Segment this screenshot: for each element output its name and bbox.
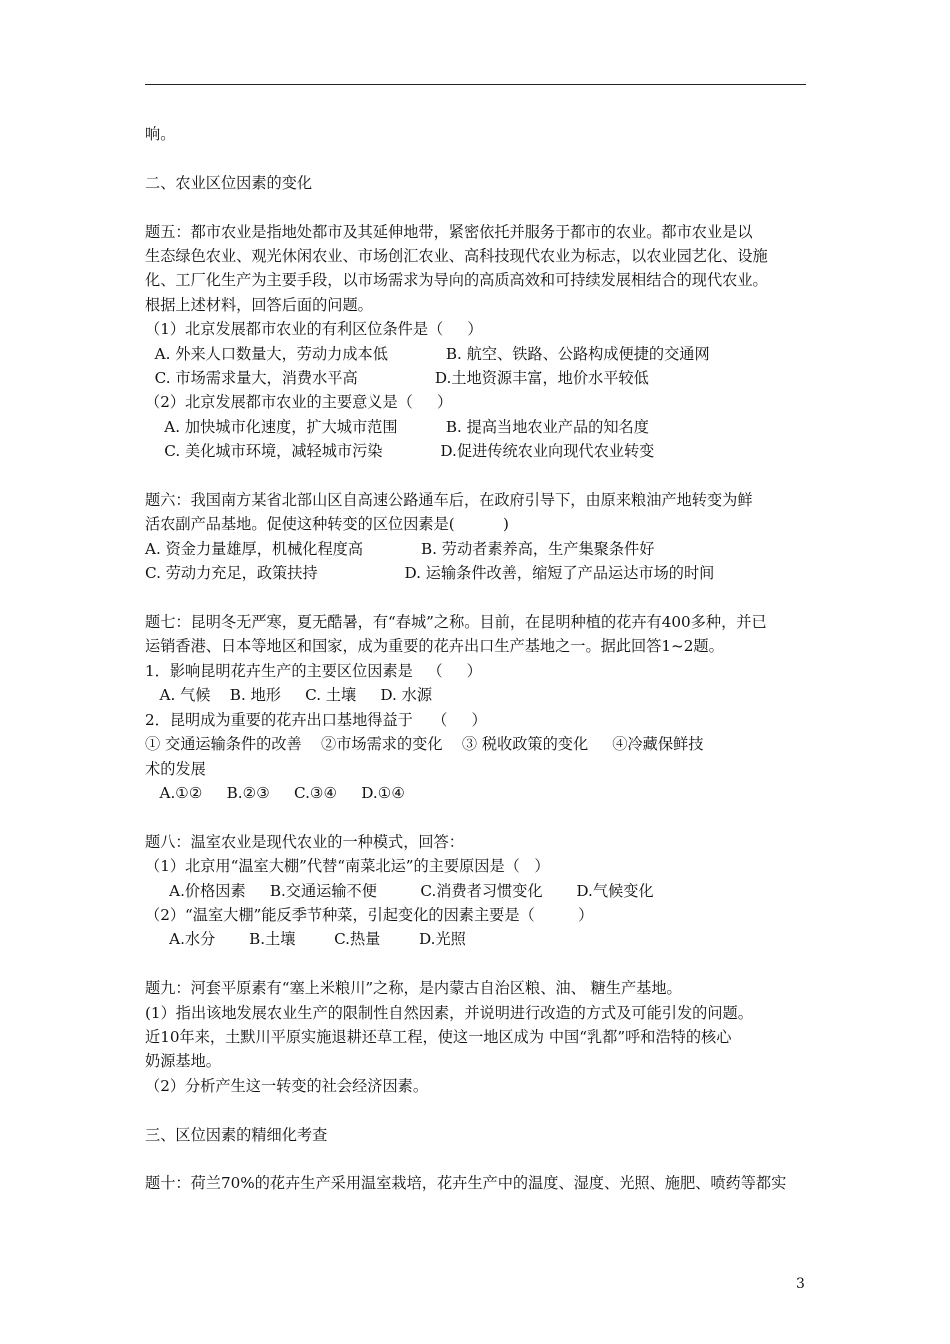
document-body: [145, 122, 811, 1196]
text-line: 题五：都市农业是指地处都市及其延伸地带，紧密依托并服务于都市的农业。都市农业是以: [145, 222, 753, 241]
blank-line: [145, 1098, 811, 1122]
text-line: A. 气候 B. 地形 C. 土壤 D. 水源: [145, 686, 433, 705]
text-line: 题六：我国南方某省北部山区自高速公路通车后，在政府引导下，由原来粮油产地转变为鲜: [145, 491, 753, 510]
page-number: 3: [796, 1276, 805, 1292]
text-line: 题十：荷兰70%的花卉生产采用温室栽培，花卉生产中的温度、湿度、光照、施肥、喷药等都实: [145, 1174, 787, 1193]
text-line: 生态绿色农业、观光休闲农业、市场创汇农业、高科技现代农业为标志，以农业园艺化、设施: [145, 247, 768, 265]
blank-line: [145, 805, 811, 829]
text-line: （1）北京发展都市农业的有利区位条件是（ ）: [145, 320, 483, 339]
blank-line: [145, 1147, 811, 1171]
blank-line: [145, 146, 811, 170]
text-line: （1）北京用“温室大棚”代替“南菜北运”的主要原因是（ ）: [145, 857, 550, 876]
text-line: 题七：昆明冬无严寒，夏无酷暑，有“春城”之称。目前，在昆明种植的花卉有400多种，并已: [145, 613, 767, 632]
text-line: 奶源基地。: [145, 1052, 221, 1071]
text-line: 题九：河套平原素有“塞上米粮川”之称，是内蒙古自治区粮、油、 糖生产基地。: [145, 979, 682, 998]
text-line: C. 劳动力充足，政策扶持 D. 运输条件改善，缩短了产品运达市场的时间: [145, 564, 715, 583]
text-line: C. 市场需求量大，消费水平高 D.土地资源丰富，地价水平较低: [145, 369, 649, 388]
text-line: （2）“温室大棚”能反季节种菜，引起变化的因素主要是（ ）: [145, 905, 594, 924]
text-line: ① 交通运输条件的改善 ②市场需求的变化 ③ 税收政策的变化 ④冷藏保鲜技: [145, 735, 704, 754]
text-line: A.水分 B.土壤 C.热量 D.光照: [145, 930, 466, 949]
header-rule: [145, 84, 806, 85]
text-line: A. 加快城市化速度，扩大城市范围 B. 提高当地农业产品的知名度: [145, 417, 649, 436]
text-line: （2）北京发展都市农业的主要意义是（ ）: [145, 393, 453, 412]
text-line: C. 美化城市环境，减轻城市污染 D.促进传统农业向现代农业转变: [145, 442, 655, 461]
text-line: 2．昆明成为重要的花卉出口基地得益于 （ ）: [145, 710, 487, 729]
text-line: 近10年来，土默川平原实施退耕还草工程，使这一地区成为 中国“乳都”呼和浩特的核心: [145, 1027, 732, 1046]
text-line: A.价格因素 B.交通运输不便 C.消费者习惯变化 D.气候变化: [145, 881, 654, 900]
blank-line: [145, 586, 811, 610]
text-line: 题八：温室农业是现代农业的一种模式，回答：: [145, 832, 464, 851]
blank-line: [145, 952, 811, 976]
text-line: 活农副产品基地。促使这种转变的区位因素是( ): [145, 515, 509, 534]
text-line: （2）分析产生这一转变的社会经济因素。: [145, 1076, 429, 1095]
text-line: 二、农业区位因素的变化: [145, 173, 313, 192]
text-line: 运销香港、日本等地区和国家，成为重要的花卉出口生产基地之一。据此回答1~2题。: [145, 637, 724, 656]
text-line: (1）指出该地发展农业生产的限制性自然因素，并说明进行改造的方式及可能引发的问题。: [145, 1003, 753, 1022]
text-line: A. 外来人口数量大，劳动力成本低 B. 航空、铁路、公路构成便捷的交通网: [145, 344, 710, 363]
text-line: 术的发展: [145, 759, 206, 778]
text-line: 化、工厂化生产为主要手段，以市场需求为导向的高质高效和可持续发展相结合的现代农业。: [145, 271, 768, 290]
text-line: 三、区位因素的精细化考查: [145, 1125, 328, 1144]
blank-line: [145, 195, 811, 219]
text-line: 根据上述材料，回答后面的问题。: [145, 295, 373, 314]
text-line: 1．影响昆明花卉生产的主要区位因素是 （ ）: [145, 661, 482, 680]
text-line: A.①② B.②③ C.③④ D.①④: [145, 783, 405, 802]
text-line: 响。: [145, 125, 176, 143]
blank-line: [145, 464, 811, 488]
text-line: A. 资金力量雄厚，机械化程度高 B. 劳动者素养高，生产集聚条件好: [145, 539, 655, 558]
